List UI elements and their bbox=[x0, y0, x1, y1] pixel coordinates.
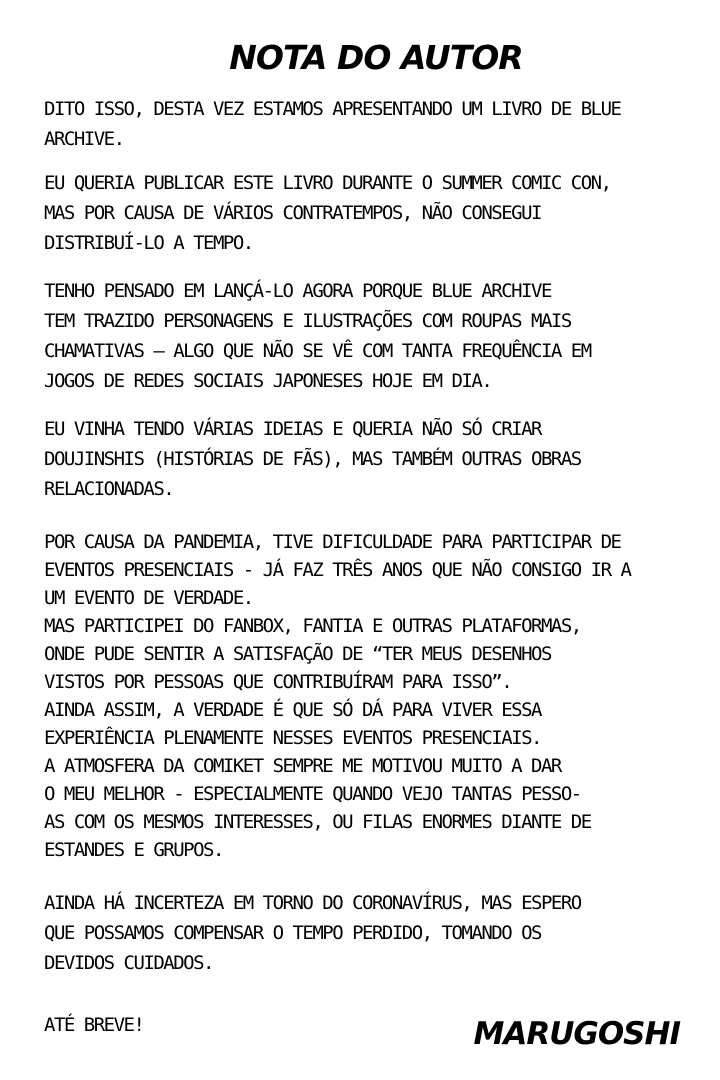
text-line: UM EVENTO DE VERDADE. bbox=[44, 587, 253, 609]
farewell-text: ATÉ BREVE! bbox=[44, 1014, 144, 1036]
text-line: MAS POR CAUSA DE VÁRIOS CONTRATEMPOS, NÃO CONSEGUI bbox=[44, 202, 541, 224]
text-line: AS COM OS MESMOS INTERESSES, OU FILAS ENORMES DIANTE DE bbox=[44, 811, 591, 833]
paragraph-blue-archive bbox=[44, 276, 692, 396]
text-line: QUE POSSAMOS COMPENSAR O TEMPO PERDIDO, TOMANDO OS bbox=[44, 922, 541, 944]
text-line: EU QUERIA PUBLICAR ESTE LIVRO DURANTE O SUMMER COMIC CON, bbox=[44, 172, 611, 194]
text-line: MAS PARTICIPEI DO FANBOX, FANTIA E OUTRAS PLATAFORMAS, bbox=[44, 615, 581, 637]
text-line: TEM TRAZIDO PERSONAGENS E ILUSTRAÇÕES COM ROUPAS MAIS bbox=[44, 310, 571, 332]
text-line: VISTOS POR PESSOAS QUE CONTRIBUÍRAM PARA ISSO”. bbox=[44, 671, 512, 693]
paragraph-summer-comic bbox=[44, 168, 692, 258]
text-line: ONDE PUDE SENTIR A SATISFAÇÃO DE “TER MEUS DESENHOS bbox=[44, 643, 551, 665]
closing-row bbox=[44, 1010, 680, 1054]
text-line: DEVIDOS CUIDADOS. bbox=[44, 952, 213, 974]
text-line: EXPERIÊNCIA PLENAMENTE NESSES EVENTOS PRESENCIAIS. bbox=[44, 727, 541, 749]
text-line: TENHO PENSADO EM LANÇÁ-LO AGORA PORQUE BLUE ARCHIVE bbox=[44, 280, 551, 302]
paragraph-pandemic bbox=[44, 528, 692, 864]
paragraph-ideas bbox=[44, 414, 692, 504]
text-line: POR CAUSA DA PANDEMIA, TIVE DIFICULDADE PARA PARTICIPAR DE bbox=[44, 531, 621, 553]
text-line: AINDA HÁ INCERTEZA EM TORNO DO CORONAVÍRUS, MAS ESPERO bbox=[44, 892, 581, 914]
text-line: EU VINHA TENDO VÁRIAS IDEIAS E QUERIA NÃO SÓ CRIAR bbox=[44, 418, 541, 440]
paragraph-coronavirus bbox=[44, 888, 692, 978]
author-signature: MARUGOSHI bbox=[473, 1016, 680, 1052]
text-line: RELACIONADAS. bbox=[44, 478, 174, 500]
text-line: CHAMATIVAS – ALGO QUE NÃO SE VÊ COM TANTA FREQUÊNCIA EM bbox=[44, 340, 591, 362]
text-line: A ATMOSFERA DA COMIKET SEMPRE ME MOTIVOU MUITO A DAR bbox=[44, 755, 561, 777]
page-title: NOTA DO AUTOR bbox=[229, 38, 523, 77]
text-line: DITO ISSO, DESTA VEZ ESTAMOS APRESENTANDO UM LIVRO DE BLUE bbox=[44, 98, 621, 120]
text-line: O MEU MELHOR - ESPECIALMENTE QUANDO VEJO TANTAS PESSO- bbox=[44, 783, 581, 805]
text-line: JOGOS DE REDES SOCIAIS JAPONESES HOJE EM DIA. bbox=[44, 370, 492, 392]
paragraph-intro bbox=[44, 94, 692, 154]
text-line: DISTRIBUÍ-LO A TEMPO. bbox=[44, 232, 253, 254]
text-line: AINDA ASSIM, A VERDADE É QUE SÓ DÁ PARA VIVER ESSA bbox=[44, 699, 541, 721]
text-line: ARCHIVE. bbox=[44, 128, 124, 150]
text-line: ESTANDES E GRUPOS. bbox=[44, 839, 223, 861]
text-line: DOUJINSHIS (HISTÓRIAS DE FÃS), MAS TAMBÉM OUTRAS OBRAS bbox=[44, 448, 581, 470]
text-line: EVENTOS PRESENCIAIS - JÁ FAZ TRÊS ANOS QUE NÃO CONSIGO IR A bbox=[44, 559, 631, 581]
